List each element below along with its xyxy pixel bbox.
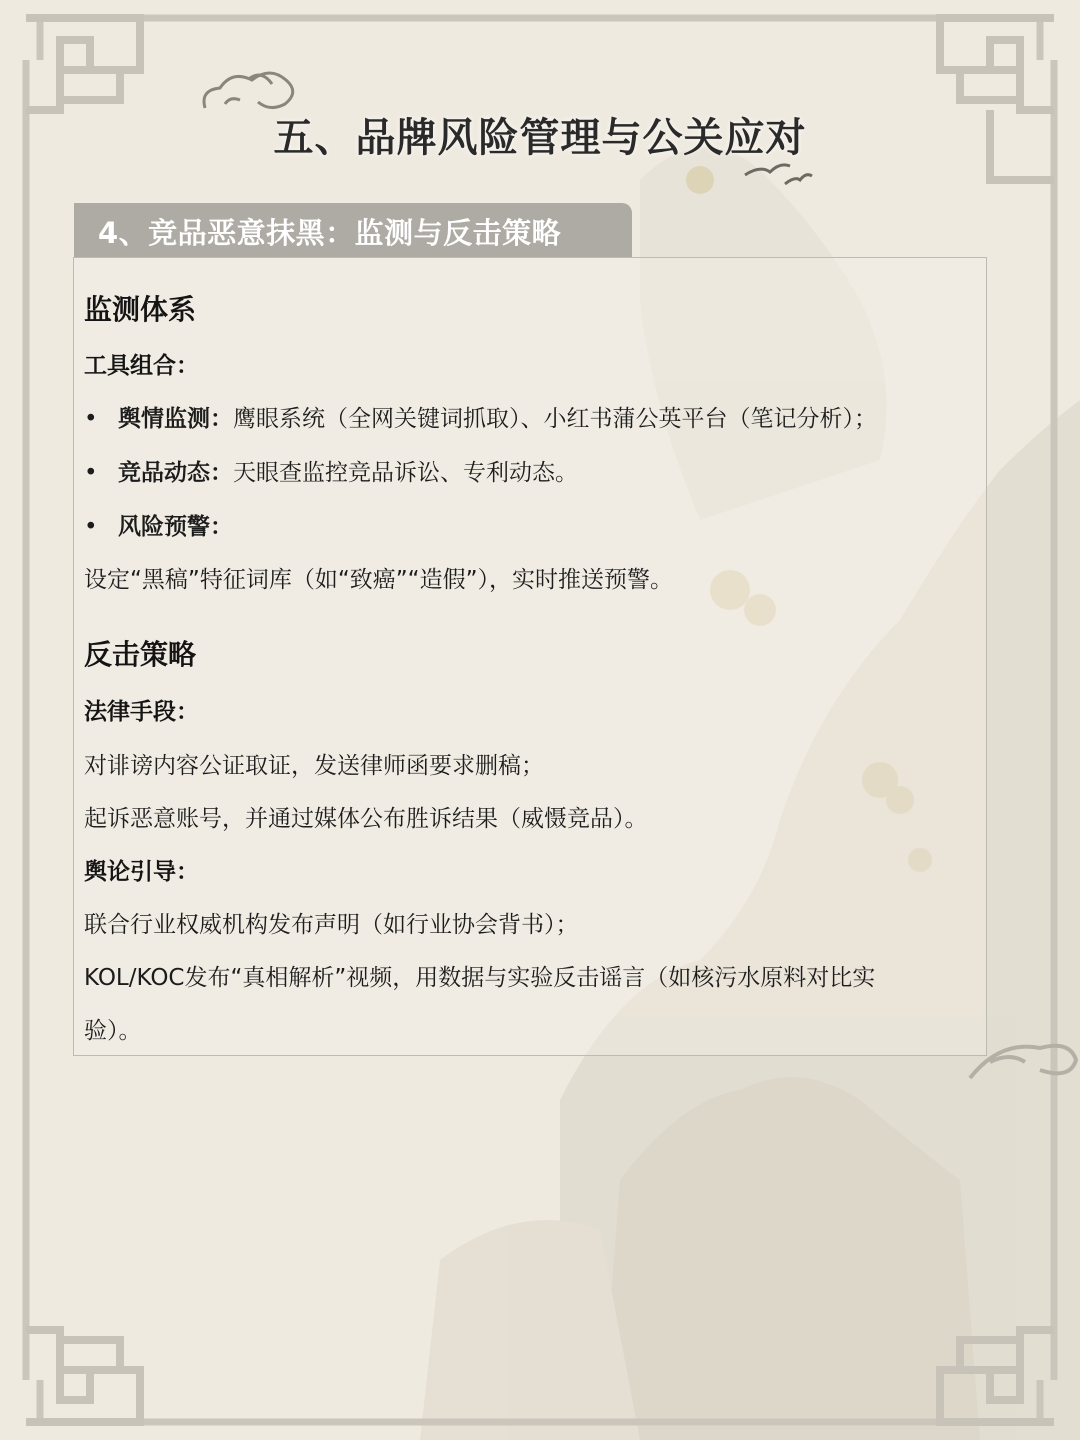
guidance-line: 验）。 xyxy=(84,1018,142,1044)
bullet-text: 天眼查监控竞品诉讼、专利动态。 xyxy=(233,460,578,486)
cloud-ornament-icon xyxy=(204,73,293,108)
bullet-competitor xyxy=(84,454,578,487)
bullet-marker: • xyxy=(84,460,98,486)
content-box xyxy=(73,257,987,1056)
guidance-line: 联合行业权威机构发布声明（如行业协会背书）； xyxy=(84,912,579,938)
bullet-risk-warning xyxy=(84,508,233,541)
legal-line: 对诽谤内容公证取证，发送律师函要求删稿； xyxy=(84,753,544,779)
guidance-label: 舆论引导： xyxy=(84,859,199,885)
bullet-label: 舆情监测： xyxy=(118,406,233,432)
page-title: 五、品牌风险管理与公关应对 xyxy=(273,115,807,161)
section-tab: 4、竞品恶意抹黑：监测与反击策略 xyxy=(74,203,632,257)
counter-heading: 反击策略 xyxy=(84,638,197,671)
bullet-marker: • xyxy=(84,514,98,540)
bullet-text: 鹰眼系统（全网关键词抓取）、小红书蒲公英平台（笔记分析）； xyxy=(233,406,877,432)
monitoring-heading: 监测体系 xyxy=(84,293,197,326)
guidance-line: KOL/KOC发布“真相解析”视频，用数据与实验反击谣言（如核污水原料对比实 xyxy=(84,965,876,991)
tools-label: 工具组合： xyxy=(84,353,199,379)
bullet-sentiment xyxy=(84,400,877,433)
legal-line: 起诉恶意账号，并通过媒体公布胜诉结果（威慑竞品）。 xyxy=(84,806,648,832)
legal-label: 法律手段： xyxy=(84,699,199,725)
bullet-label: 竞品动态： xyxy=(118,460,233,486)
warning-line: 设定“黑稿”特征词库（如“致癌”“造假”），实时推送预警。 xyxy=(84,567,673,593)
bullet-marker: • xyxy=(84,406,98,432)
bullet-label: 风险预警： xyxy=(118,514,233,540)
